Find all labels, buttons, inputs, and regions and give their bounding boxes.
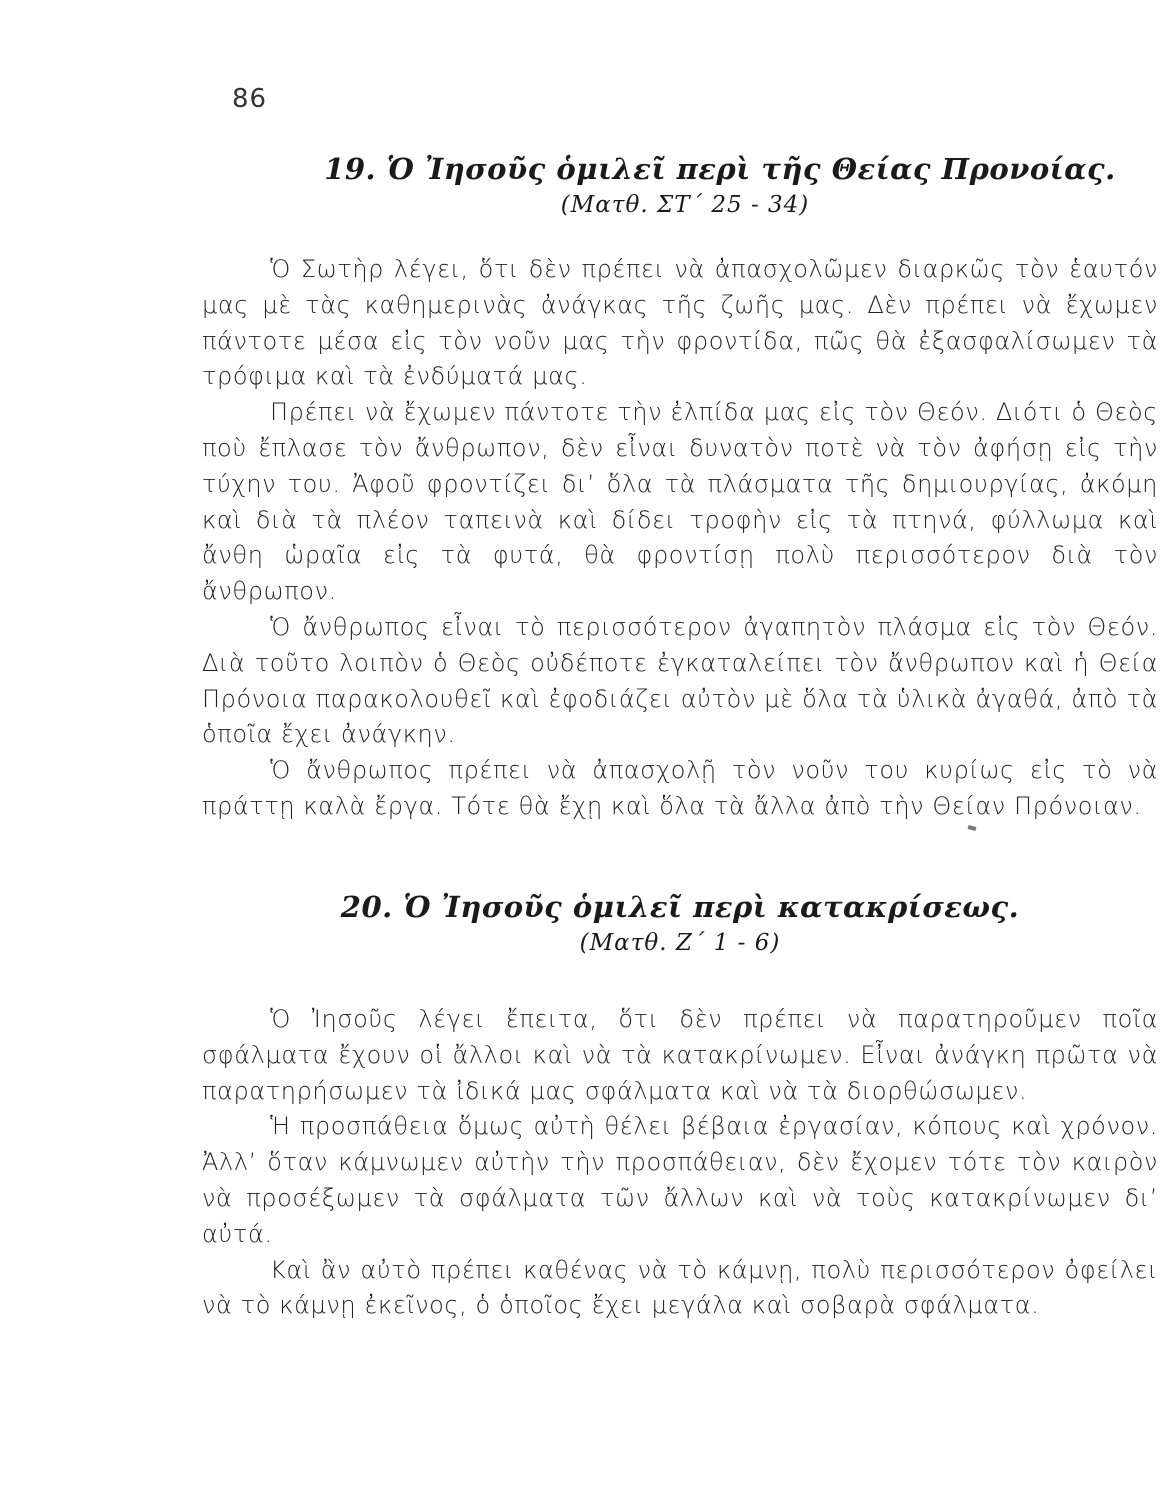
section-body [202,252,1158,825]
paragraph: Ἡ προσπάθεια ὅμως αὐτὴ θέλει βέβαια ἐργασίαν, κόπους καὶ χρόνον. Ἀλλ’ ὅταν κάμνωμεν αὐτὴν τὴν προσπάθειαν, δὲν ἔχομεν τότε τὸν καιρὸν νὰ προσέξωμεν τὰ σφάλματα τῶν ἄλλων καὶ νὰ τοὺς κατακρίνωμεν δι’ αὐτά. [202,1112,1158,1248]
section-body [202,1002,1158,1324]
section-title: 19. Ὁ Ἰησοῦς ὁμιλεῖ περὶ τῆς Θείας Προνοίας. [324,152,1116,186]
paragraph: Πρέπει νὰ ἔχωμεν πάντοτε τὴν ἐλπίδα μας εἰς τὸν Θεόν. Διότι ὁ Θεὸς ποὺ ἔπλασε τὸν ἄνθρωπον, δὲν εἶναι δυνατὸν ποτὲ νὰ τὸν ἀφήσῃ εἰς τὴν τύχην του. Ἀφοῦ φροντίζει δι’ ὅλα τὰ πλάσματα τῆς δημιουργίας, ἀκόμη καὶ διὰ τὰ πλέον ταπεινὰ καὶ δίδει τροφὴν εἰς τὰ πτηνά, φύλλωμα καὶ ἄνθη ὡραῖα εἰς τὰ φυτά, θὰ φροντίσῃ πολὺ περισσότερον διὰ τὸν ἄνθρωπον. [202,398,1158,606]
section-19 [202,150,1158,825]
paragraph: Ὁ ἄνθρωπος πρέπει νὰ ἀπασχολῇ τὸν νοῦν του κυρίως εἰς τὸ νὰ πράττῃ καλὰ ἔργα. Τότε θὰ ἔχῃ καὶ ὅλα τὰ ἄλλα ἀπὸ τὴν Θείαν Πρόνοιαν. [202,756,1158,820]
ink-speck [968,825,977,831]
section-title: 20. Ὁ Ἰησοῦς ὁμιλεῖ περὶ κατακρίσεως. [340,890,1020,924]
paragraph: Ὁ ἄνθρωπος εἶναι τὸ περισσότερον ἀγαπητὸν πλάσμα εἰς τὸν Θεόν. Διὰ τοῦτο λοιπὸν ὁ Θεὸς οὐδέποτε ἐγκαταλείπει τὸν ἄνθρωπον καὶ ἡ Θεία Πρόνοια παρακολουθεῖ καὶ ἐφοδιάζει αὐτὸν μὲ ὅλα τὰ ὑλικὰ ἀγαθά, ἀπὸ τὰ ὁποῖα ἔχει ἀνάγκην. [202,612,1158,749]
page-number: 86 [232,84,268,114]
paragraph: Ὁ Σωτὴρ λέγει, ὅτι δὲν πρέπει νὰ ἀπασχολῶμεν διαρκῶς τὸν ἑαυτόν μας μὲ τὰς καθημερινὰς ἀνάγκας τῆς ζωῆς μας. Δὲν πρέπει νὰ ἔχωμεν πάντοτε μέσα εἰς τὸν νοῦν μας τὴν φροντίδα, πῶς θὰ ἐξασφαλίσωμεν τὰ τρόφιμα καὶ τὰ ἐνδύματά μας. [202,255,1158,391]
section-20 [202,888,1158,1324]
scripture-reference: (Ματθ. ΣΤ΄ 25 - 34) [560,192,810,218]
paragraph: Ὁ Ἰησοῦς λέγει ἔπειτα, ὅτι δὲν πρέπει νὰ παρατηροῦμεν ποῖα σφάλματα ἔχουν οἱ ἄλλοι καὶ νὰ τὰ κατακρίνωμεν. Εἶναι ἀνάγκη πρῶτα νὰ παρατηρήσωμεν τὰ ἰδικά μας σφάλματα καὶ νὰ τὰ διορθώσωμεν. [202,1005,1158,1105]
paragraph: Καὶ ἂν αὐτὸ πρέπει καθένας νὰ τὸ κάμνῃ, πολὺ περισσότερον ὀφείλει νὰ τὸ κάμνῃ ἐκεῖνος, ὁ ὁποῖος ἔχει μεγάλα καὶ σοβαρὰ σφάλματα. [202,1255,1158,1320]
scripture-reference: (Ματθ. Ζ΄ 1 - 6) [579,930,781,956]
